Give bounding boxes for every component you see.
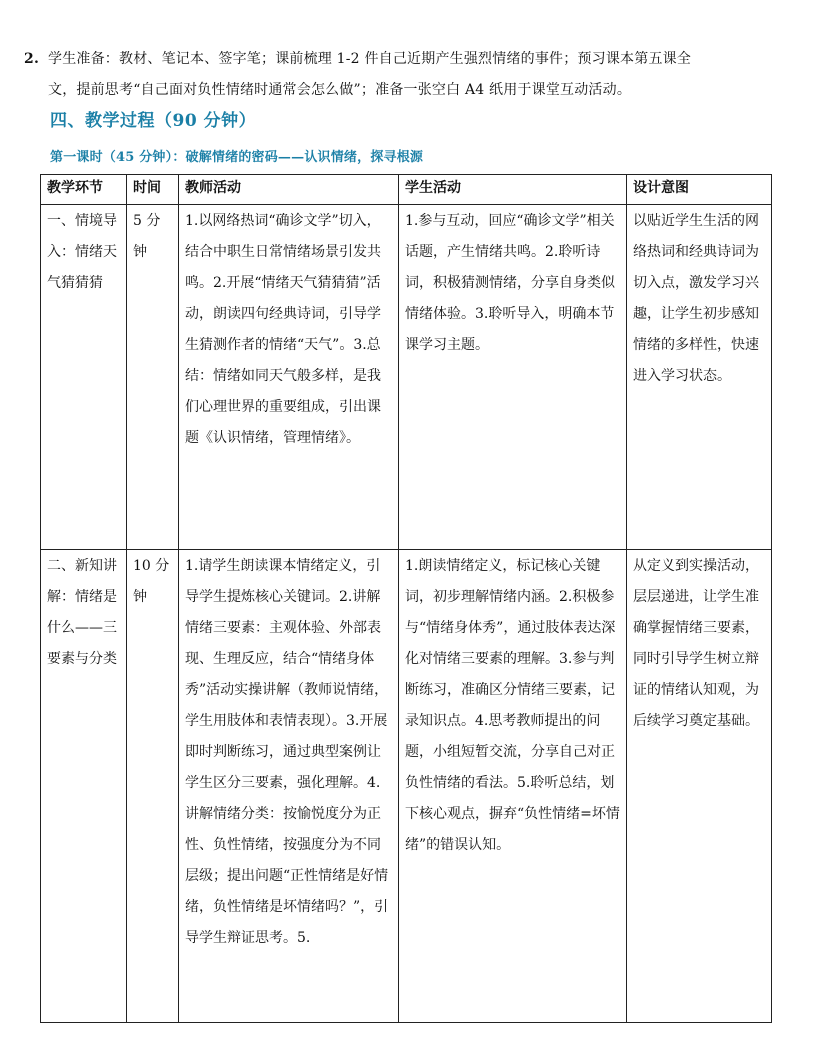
cell-design-intent: 从定义到实操活动，层层递进，让学生准确掌握情绪三要素，同时引导学生树立辩证的情绪认知观，为后续学习奠定基础。 — [627, 550, 772, 1023]
cell-stage: 二、新知讲解：情绪是什么——三要素与分类 — [41, 550, 127, 1023]
cell-time: 10 分钟 — [127, 550, 179, 1023]
preparation-line-2: 文，提前思考“自己面对负性情绪时通常会怎么做”；准备一张空白 A4 纸用于课堂互动活动。 — [48, 82, 632, 98]
cell-teacher-activity: 1.以网络热词“确诊文学”切入，结合中职生日常情绪场景引发共鸣。2.开展“情绪天气猜猜猜”活动，朗读四句经典诗词，引导学生猜测作者的情绪“天气”。3.总结：情绪如同天气般多样，是我们心理世界的重要组成，引出课题《认识情绪，管理情绪》。 — [179, 205, 399, 550]
header-student-activity: 学生活动 — [399, 175, 627, 205]
student-preparation — [24, 44, 784, 106]
cell-time: 5 分钟 — [127, 205, 179, 550]
cell-teacher-activity: 1.请学生朗读课本情绪定义，引导学生提炼核心关键词。2.讲解情绪三要素：主观体验、外部表现、生理反应，结合“情绪身体秀”活动实操讲解（教师说情绪，学生用肢体和表情表现）。3.开展即时判断练习，通过典型案例让学生区分三要素，强化理解。4.讲解情绪分类：按愉悦度分为正性、负性情绪，按强度分为不同层级；提出问题“正性情绪是好情绪，负性情绪是坏情绪吗？”，引导学生辩证思考。5. — [179, 550, 399, 1023]
table-row — [41, 550, 772, 1023]
item-number: 2. — [24, 51, 40, 67]
header-stage: 教学环节 — [41, 175, 127, 205]
preparation-line-1: 学生准备：教材、笔记本、签字笔；课前梳理 1-2 件自己近期产生强烈情绪的事件；预习课本第五课全 — [48, 51, 692, 67]
cell-student-activity: 1.参与互动，回应“确诊文学”相关话题，产生情绪共鸣。2.聆听诗词，积极猜测情绪，分享自身类似情绪体验。3.聆听导入，明确本节课学习主题。 — [399, 205, 627, 550]
header-design-intent: 设计意图 — [627, 175, 772, 205]
cell-stage: 一、情境导入：情绪天气猜猜猜 — [41, 205, 127, 550]
cell-design-intent: 以贴近学生生活的网络热词和经典诗词为切入点，激发学习兴趣，让学生初步感知情绪的多样性，快速进入学习状态。 — [627, 205, 772, 550]
cell-student-activity: 1.朗读情绪定义，标记核心关键词，初步理解情绪内涵。2.积极参与“情绪身体秀”，通过肢体表达深化对情绪三要素的理解。3.参与判断练习，准确区分情绪三要素，记录知识点。4.思考教师提出的问题，小组短暂交流，分享自己对正负性情绪的看法。5.聆听总结，划下核心观点，摒弃“负性情绪=坏情绪”的错误认知。 — [399, 550, 627, 1023]
header-teacher-activity: 教师活动 — [179, 175, 399, 205]
table-header-row — [41, 175, 772, 205]
section-title: 四、教学过程（90 分钟） — [50, 111, 257, 131]
teaching-process-table — [40, 174, 772, 1023]
table-row — [41, 205, 772, 550]
header-time: 时间 — [127, 175, 179, 205]
lesson-title: 第一课时（45 分钟）：破解情绪的密码——认识情绪，探寻根源 — [50, 150, 424, 165]
